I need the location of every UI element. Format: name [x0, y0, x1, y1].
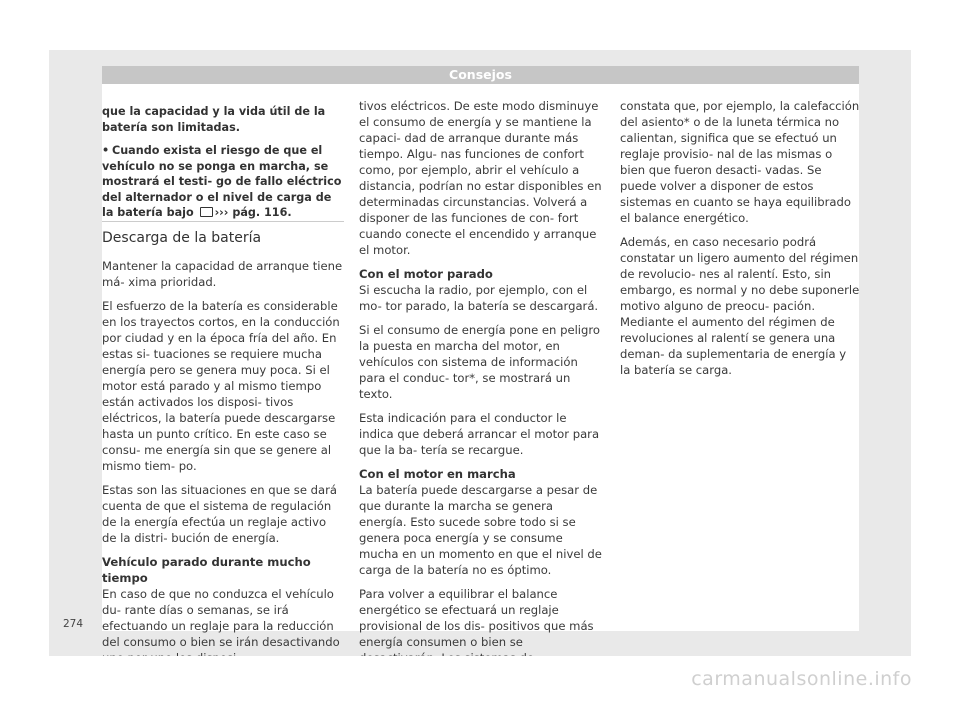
paragraph: La batería puede descargarse a pesar de que durante la marcha se genera energía. Esto sucede sobre todo si se genera poca energía y se consume mucha en un momento en que el nivel de carga de la batería no es óptimo.: [359, 483, 602, 577]
paragraph: Además, en caso necesario podrá constatar un ligero aumento del régimen de revolucio- nes al ralentí. Esto, sin embargo, es normal y no debe suponerle motivo alguno de preocu- pación. Mediante el aumento del régimen de revoluciones al ralentí se genera una deman- da suplementaria de energía y la batería se carga.: [620, 235, 860, 377]
bullet-marker: •: [102, 144, 110, 157]
paragraph: Mantener la capacidad de arranque tiene má- xima prioridad.: [102, 259, 343, 289]
note-text: que la capacidad y la vida útil de la batería son limitadas.: [102, 105, 326, 134]
ref-end: .: [287, 206, 292, 219]
column-1: [102, 104, 344, 229]
subheading: Con el motor en marcha: [359, 467, 516, 481]
note-bullet-item: [102, 143, 344, 221]
paragraph: tivos eléctricos. De este modo disminuye el consumo de energía y se mantiene la capaci- dad de arranque durante más tiempo. Algu- nas funciones de confort como, por ejemplo, abrir el vehículo a distancia, podrían no estar disponibles en determinadas circunstancias. Volverá a disponer de las funciones de con- fort cuando conecte el encendido y arranque el motor.: [359, 99, 602, 257]
section-title: Descarga de la batería: [102, 221, 344, 246]
paragraph: Si el consumo de energía pone en peligro la puesta en marcha del motor, en vehículos con sistema de información para el conduc- tor*, se mostrará un texto.: [359, 323, 600, 401]
paragraph: Esta indicación para el conductor le indica que deberá arrancar el motor para que la ba- tería se recargue.: [359, 411, 600, 457]
page-number: 274: [63, 618, 84, 630]
ref-arrows: ›››: [214, 206, 229, 219]
paragraph: Para volver a equilibrar el balance energético se efectuará un reglaje provisional de los dis- positivos que más energía consumen o bien se: [359, 587, 594, 649]
paragraph: El esfuerzo de la batería es considerable en los trayectos cortos, en la conducción por ciudad y en la época fría del año. En estas si- tuaciones se requiere mucha energía pero se genera muy poca. Si el motor está parado y al mismo tiempo están activados los disposi- tivos eléctricos, la batería puede descargarse hasta un punto crítico. En este caso se consu- me energía sin que se genere al mismo tiem- po.: [102, 299, 340, 473]
subheading: Vehículo parado durante mucho tiempo: [102, 555, 311, 585]
paragraph: constata que, por ejemplo, la calefacción del asiento* o de la luneta térmica no calientan, significa que se efectuó un reglaje provisio- nal de las mismas o bien que fueron desacti- vadas. Se puede volver a disponer de estos sistemas en cuanto se haya equilibrado el balance energético.: [620, 99, 860, 225]
column-1-body: [102, 258, 344, 674]
watermark-text: carmanualsonline.info: [691, 668, 912, 690]
page-reference-link[interactable]: pág. 116: [232, 206, 288, 219]
paragraph: Si escucha la radio, por ejemplo, con el mo- tor parado, la batería se descargará.: [359, 283, 599, 313]
column-3: [620, 98, 860, 386]
paragraph: En caso de que no conduzca el vehículo du- rante días o semanas, se irá efectuando un reglaje para la reducción del consumo o bien se irán desactivando: [102, 587, 340, 649]
chapter-header: Consejos: [102, 66, 859, 84]
subheading: Con el motor parado: [359, 267, 493, 281]
book-icon: [200, 207, 213, 217]
note-bullet-text: Cuando exista el riesgo de que el vehículo no se ponga en marcha, se mostrará el testi- go de fallo eléctrico del alternador o el nivel de carga de la batería bajo: [102, 144, 342, 219]
paragraph: Estas son las situaciones en que se dará cuenta de que el sistema de regulación de la energía efectúa un reglaje activo de la distri- bución de energía.: [102, 483, 337, 545]
column-2: [359, 98, 602, 706]
